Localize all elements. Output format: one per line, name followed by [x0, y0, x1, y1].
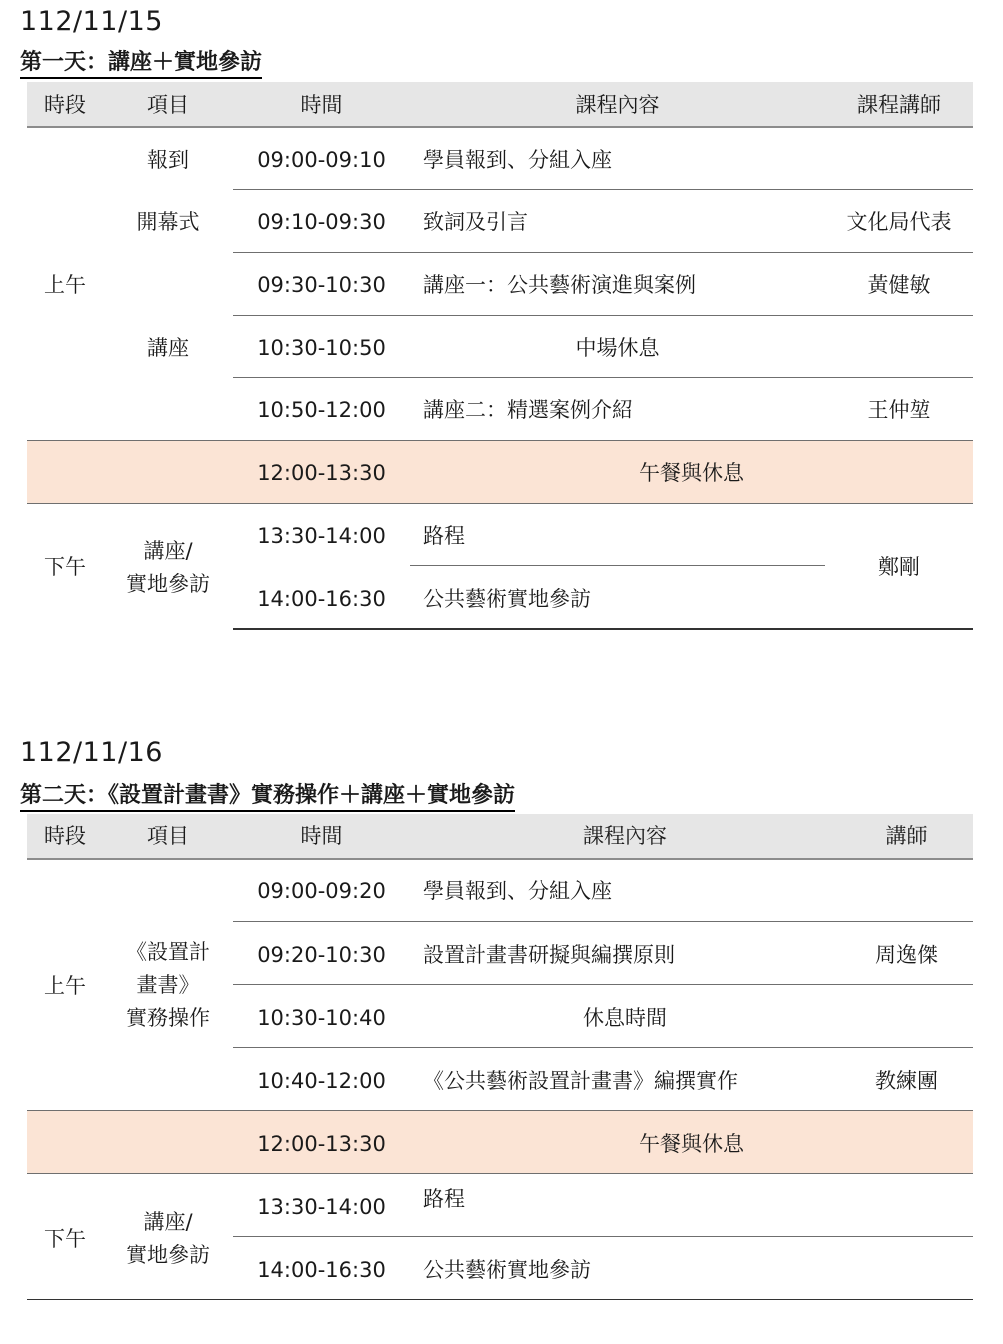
day1-time: 13:30-14:00: [257, 524, 386, 548]
day2-time: 12:00-13:30: [257, 1132, 386, 1156]
day2-item-lecture-visit: 講座/ 實地參訪: [126, 1210, 210, 1267]
day1-content: 學員報到、分組入座: [423, 148, 612, 172]
day1-time: 09:30-10:30: [257, 273, 386, 297]
day2-header-content: 課程內容: [583, 824, 667, 848]
day2-time: 09:20-10:30: [257, 943, 386, 967]
day1-time: 12:00-13:30: [257, 461, 386, 485]
day1-instructor: 黃健敏: [867, 273, 931, 297]
day1-header-content: 課程內容: [575, 93, 660, 117]
day2-content: 《公共藝術設置計畫書》編撰實作: [423, 1069, 738, 1093]
day2-content: 路程: [423, 1187, 465, 1211]
day2-content: 公共藝術實地參訪: [423, 1258, 591, 1282]
day2-header-time: 時間: [300, 824, 343, 848]
day1-time: 10:30-10:50: [257, 336, 386, 360]
day1-content-break: 中場休息: [575, 336, 660, 360]
day2-header-instructor: 講師: [885, 824, 928, 848]
day1-time: 10:50-12:00: [257, 398, 386, 422]
day2-item-practice: 《設置計 畫書》 實務操作: [126, 940, 210, 1030]
day1-heading: 第一天：講座＋實地參訪: [20, 50, 262, 79]
day1-content: 公共藝術實地參訪: [423, 587, 591, 611]
day2-period-morning: 上午: [44, 974, 86, 998]
day2-time: 14:00-16:30: [257, 1258, 386, 1282]
row-divider: [233, 252, 973, 253]
day2-content-lunch: 午餐與休息: [639, 1132, 744, 1156]
day1-instructor: 文化局代表: [846, 210, 952, 234]
day1-content: 講座二：精選案例介紹: [423, 398, 633, 422]
day1-afternoon-instructor: 鄭剛: [878, 555, 920, 579]
day1-period-morning: 上午: [44, 273, 86, 297]
day2-heading: 第二天：《設置計畫書》實務操作＋講座＋實地參訪: [20, 783, 515, 812]
day2-header-item: 項目: [147, 824, 189, 848]
day1-header-instructor: 課程講師: [857, 93, 941, 117]
day1-date: 112/11/15: [20, 6, 163, 37]
row-divider: [410, 565, 825, 566]
day2-time: 13:30-14:00: [257, 1195, 386, 1219]
day2-instructor: 周逸傑: [875, 943, 938, 967]
day1-content: 致詞及引言: [423, 210, 528, 234]
day1-content: 講座一：公共藝術演進與案例: [423, 273, 696, 297]
day2-time: 10:30-10:40: [257, 1006, 386, 1030]
day2-content: 學員報到、分組入座: [423, 879, 612, 903]
day2-content: 設置計畫書研擬與編撰原則: [423, 943, 675, 967]
day2-instructor: 教練團: [875, 1069, 938, 1093]
row-divider: [233, 377, 973, 378]
day1-item-opening: 開幕式: [136, 210, 200, 234]
row-divider: [233, 315, 973, 316]
day2-time: 09:00-09:20: [257, 879, 386, 903]
day2-content-break: 休息時間: [583, 1006, 667, 1030]
row-divider: [233, 1236, 973, 1237]
day1-content: 路程: [423, 524, 465, 548]
day2-time: 10:40-12:00: [257, 1069, 386, 1093]
day2-date: 112/11/16: [20, 737, 163, 768]
day1-table-bottom-border: [233, 628, 973, 630]
day1-time: 14:00-16:30: [257, 587, 386, 611]
day1-item-lecture: 講座: [147, 336, 189, 360]
day1-period-afternoon: 下午: [44, 555, 86, 579]
day2-period-afternoon: 下午: [44, 1227, 86, 1251]
day2-table-bottom-border: [27, 1299, 973, 1300]
day1-item-checkin: 報到: [147, 148, 189, 172]
row-divider: [233, 1047, 973, 1048]
day1-item-lecture-visit: 講座/ 實地參訪: [126, 539, 210, 596]
day1-header-period: 時段: [44, 93, 86, 117]
row-divider: [233, 189, 973, 190]
day1-instructor: 王仲堃: [867, 398, 931, 422]
day1-content-lunch: 午餐與休息: [639, 461, 744, 485]
day1-time: 09:00-09:10: [257, 148, 386, 172]
day1-header-time: 時間: [300, 93, 343, 117]
day1-time: 09:10-09:30: [257, 210, 386, 234]
row-divider: [233, 921, 973, 922]
row-divider: [233, 984, 973, 985]
day1-header-item: 項目: [147, 93, 189, 117]
day2-header-period: 時段: [44, 824, 86, 848]
